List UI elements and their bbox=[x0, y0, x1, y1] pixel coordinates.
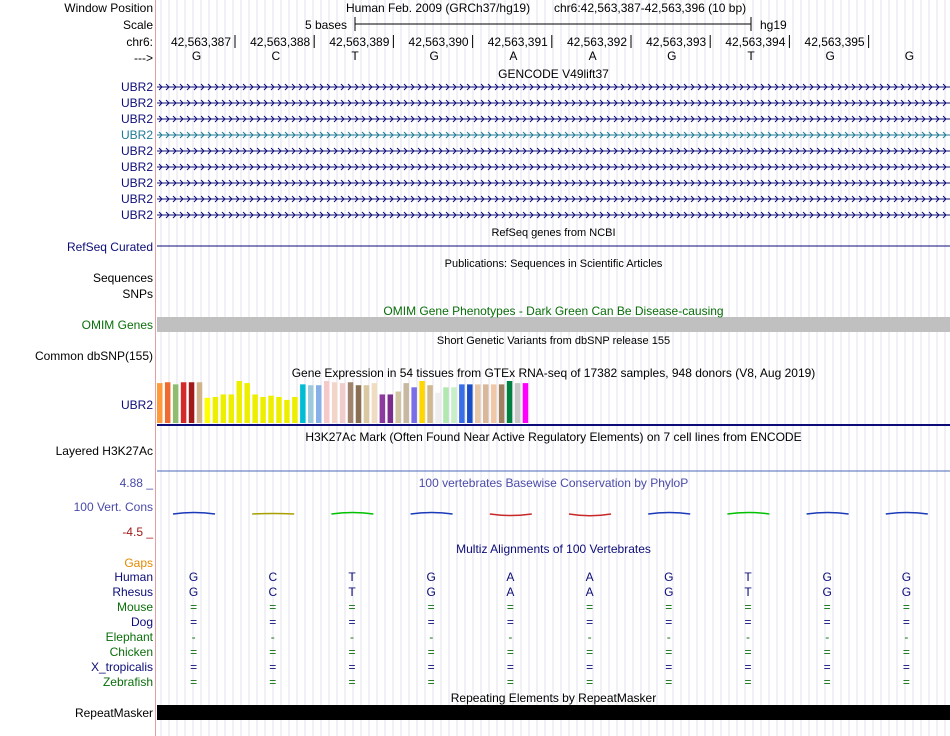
scale-db: hg19 bbox=[760, 18, 787, 32]
alignment-cell: = bbox=[823, 645, 831, 659]
gencode-track-title: GENCODE V49lift37 bbox=[498, 67, 609, 81]
assembly-name: Human Feb. 2009 (GRCh37/hg19) bbox=[346, 1, 531, 15]
gencode-gene-label[interactable]: UBR2 bbox=[120, 208, 153, 222]
gencode-gene-label[interactable]: UBR2 bbox=[120, 160, 153, 174]
gtex-tissue-bar[interactable] bbox=[411, 387, 417, 423]
omim-track-title: OMIM Gene Phenotypes - Dark Green Can Be Disease-causing bbox=[383, 304, 724, 318]
alignment-cell: G bbox=[426, 570, 436, 584]
gtex-tissue-bar[interactable] bbox=[268, 396, 274, 423]
alignment-cell: = bbox=[586, 600, 594, 614]
alignment-cell: T bbox=[744, 570, 752, 584]
scale-bases: 5 bases bbox=[305, 18, 348, 32]
alignment-cell: = bbox=[744, 615, 752, 629]
gtex-tissue-bar[interactable] bbox=[475, 384, 481, 423]
alignment-cell: T bbox=[348, 585, 356, 599]
phylop-score-mark bbox=[331, 513, 373, 515]
alignment-cell: = bbox=[902, 660, 910, 674]
gtex-tissue-bar[interactable] bbox=[324, 381, 330, 423]
base-letter: C bbox=[271, 49, 281, 63]
alignment-cell: = bbox=[348, 600, 356, 614]
refseq-track-title: RefSeq genes from NCBI bbox=[491, 227, 616, 239]
base-letter: T bbox=[351, 49, 359, 63]
repeatmasker-bar[interactable] bbox=[157, 705, 950, 720]
alignment-cell: = bbox=[586, 615, 594, 629]
alignment-cell: = bbox=[427, 615, 435, 629]
alignment-cell: A bbox=[585, 570, 594, 584]
alignment-cell: = bbox=[665, 615, 673, 629]
alignment-cell: = bbox=[744, 600, 752, 614]
alignment-cell: = bbox=[269, 675, 277, 689]
gtex-tissue-bar[interactable] bbox=[181, 382, 187, 423]
gtex-tissue-bar[interactable] bbox=[189, 382, 195, 423]
gtex-tissue-bar[interactable] bbox=[491, 384, 497, 423]
chrom-label: chr6: bbox=[126, 35, 153, 49]
alignment-cell: G bbox=[188, 570, 199, 584]
gtex-track-title: Gene Expression in 54 tissues from GTEx RNA-seq of 17382 samples, 948 donors (V8, Aug 2019) bbox=[291, 366, 816, 380]
gtex-tissue-bar[interactable] bbox=[459, 384, 465, 423]
alignment-cell: = bbox=[427, 645, 435, 659]
gtex-tissue-bar[interactable] bbox=[356, 385, 362, 423]
base-letter: G bbox=[667, 49, 677, 63]
phylop-label[interactable]: 100 Vert. Cons bbox=[73, 500, 153, 514]
gtex-tissue-bar[interactable] bbox=[244, 383, 250, 423]
gtex-tissue-bar[interactable] bbox=[348, 382, 354, 423]
gtex-tissue-bar[interactable] bbox=[483, 384, 489, 423]
repeatmasker-track-title: Repeating Elements by RepeatMasker bbox=[450, 691, 657, 705]
species-label[interactable]: Dog bbox=[130, 615, 153, 629]
alignment-cell: = bbox=[902, 675, 910, 689]
gaps-label: Gaps bbox=[124, 556, 153, 570]
alignment-cell: = bbox=[269, 645, 277, 659]
gencode-gene-label[interactable]: UBR2 bbox=[120, 144, 153, 158]
alignment-cell: = bbox=[506, 615, 514, 629]
gtex-tissue-bar[interactable] bbox=[435, 393, 441, 423]
gtex-tissue-bar[interactable] bbox=[197, 382, 203, 423]
species-label[interactable]: X_tropicalis bbox=[90, 660, 153, 674]
gtex-tissue-bar[interactable] bbox=[388, 394, 394, 423]
alignment-cell: G bbox=[822, 570, 832, 584]
alignment-cell: = bbox=[348, 660, 356, 674]
alignment-cell: = bbox=[665, 645, 673, 659]
dbsnp-label[interactable]: Common dbSNP(155) bbox=[34, 349, 153, 363]
gtex-tissue-bar[interactable] bbox=[173, 384, 179, 423]
alignment-cell: = bbox=[348, 675, 356, 689]
refseq-label[interactable]: RefSeq Curated bbox=[66, 240, 153, 254]
position-readout[interactable]: chr6:42,563,387-42,563,396 (10 bp) bbox=[554, 1, 747, 15]
gtex-tissue-bar[interactable] bbox=[419, 381, 425, 423]
h3k27ac-track-title: H3K27Ac Mark (Often Found Near Active Regulatory Elements) on 7 cell lines from ENCODE bbox=[305, 430, 802, 444]
gtex-tissue-bar[interactable] bbox=[499, 384, 505, 423]
h3k27ac-label[interactable]: Layered H3K27Ac bbox=[55, 444, 153, 458]
gtex-tissue-bar[interactable] bbox=[427, 385, 433, 423]
coordinate-label: 42,563,391 bbox=[487, 35, 548, 49]
phylop-score-mark bbox=[252, 514, 294, 515]
phylop-score-mark bbox=[727, 513, 769, 515]
species-label[interactable]: Rhesus bbox=[112, 585, 153, 599]
gtex-tissue-bar[interactable] bbox=[403, 383, 409, 423]
phylop-score-mark bbox=[807, 513, 849, 515]
coordinate-label: 42,563,393 bbox=[646, 35, 707, 49]
alignment-cell: G bbox=[901, 585, 912, 599]
snps-label[interactable]: SNPs bbox=[122, 287, 153, 301]
alignment-cell: G bbox=[664, 570, 674, 584]
alignment-cell: = bbox=[506, 645, 514, 659]
base-letter: G bbox=[904, 49, 915, 63]
gtex-tissue-bar[interactable] bbox=[364, 385, 370, 423]
alignment-cell: = bbox=[190, 615, 198, 629]
gtex-tissue-bar[interactable] bbox=[443, 387, 449, 423]
gtex-tissue-bar[interactable] bbox=[284, 400, 290, 423]
alignment-cell: = bbox=[506, 600, 514, 614]
alignment-cell: = bbox=[269, 615, 277, 629]
gtex-tissue-bar[interactable] bbox=[237, 381, 243, 423]
alignment-cell: = bbox=[586, 675, 594, 689]
gtex-tissue-bar[interactable] bbox=[157, 383, 163, 423]
alignment-cell: = bbox=[190, 600, 198, 614]
alignment-cell: - bbox=[587, 630, 592, 644]
gtex-tissue-bar[interactable] bbox=[260, 397, 266, 423]
alignment-cell: T bbox=[348, 570, 356, 584]
alignment-cell: = bbox=[427, 675, 435, 689]
gtex-tissue-bar[interactable] bbox=[451, 387, 457, 423]
alignment-cell: = bbox=[348, 645, 356, 659]
phylop-score-mark bbox=[490, 514, 532, 516]
alignment-cell: = bbox=[665, 600, 673, 614]
multiz-track-title: Multiz Alignments of 100 Vertebrates bbox=[456, 542, 651, 556]
gtex-tissue-bar[interactable] bbox=[515, 383, 521, 423]
base-letter: G bbox=[825, 49, 835, 63]
base-letter: G bbox=[429, 49, 439, 63]
gtex-tissue-bar[interactable] bbox=[380, 394, 386, 423]
base-letter: A bbox=[509, 49, 518, 63]
gtex-tissue-bar[interactable] bbox=[292, 397, 298, 423]
sequences-label[interactable]: Sequences bbox=[92, 271, 153, 285]
gtex-tissue-bar[interactable] bbox=[221, 394, 227, 423]
gencode-gene-label[interactable]: UBR2 bbox=[120, 128, 153, 142]
alignment-cell: G bbox=[664, 585, 674, 599]
alignment-cell: = bbox=[586, 660, 594, 674]
alignment-cell: - bbox=[350, 630, 354, 644]
base-letter: T bbox=[747, 49, 755, 63]
gencode-gene-label[interactable]: UBR2 bbox=[120, 112, 153, 126]
alignment-cell: = bbox=[902, 600, 910, 614]
phylop-score-mark bbox=[411, 513, 453, 515]
alignment-cell: = bbox=[823, 660, 831, 674]
window-position-label: Window Position bbox=[64, 1, 153, 15]
alignment-cell: - bbox=[904, 630, 909, 644]
alignment-cell: = bbox=[823, 600, 831, 614]
alignment-cell: - bbox=[666, 630, 671, 644]
alignment-cell: - bbox=[746, 630, 750, 644]
species-label[interactable]: Chicken bbox=[109, 645, 153, 659]
phylop-score-mark bbox=[886, 513, 928, 515]
gtex-tissue-bar[interactable] bbox=[252, 394, 258, 423]
coordinate-label: 42,563,390 bbox=[408, 35, 469, 49]
gtex-tissue-bar[interactable] bbox=[213, 397, 219, 423]
alignment-cell: = bbox=[190, 645, 198, 659]
alignment-cell: = bbox=[506, 660, 514, 674]
omim-label[interactable]: OMIM Genes bbox=[81, 318, 153, 332]
alignment-cell: = bbox=[744, 645, 752, 659]
label-divider bbox=[155, 0, 156, 736]
coordinate-label: 42,563,394 bbox=[725, 35, 786, 49]
phylop-score-mark bbox=[648, 513, 690, 515]
alignment-cell: = bbox=[823, 675, 831, 689]
gtex-tissue-bar[interactable] bbox=[316, 385, 322, 423]
alignment-cell: = bbox=[665, 675, 673, 689]
gtex-tissue-bar[interactable] bbox=[372, 383, 378, 423]
gtex-tissue-bar[interactable] bbox=[205, 398, 211, 423]
alignment-cell: = bbox=[506, 675, 514, 689]
alignment-cell: G bbox=[188, 585, 199, 599]
alignment-cell: = bbox=[190, 675, 198, 689]
species-label[interactable]: Zebrafish bbox=[102, 675, 153, 689]
alignment-cell: G bbox=[426, 585, 436, 599]
alignment-cell: G bbox=[822, 585, 832, 599]
gtex-tissue-bar[interactable] bbox=[300, 384, 306, 423]
gtex-tissue-bar[interactable] bbox=[507, 381, 513, 423]
gtex-tissue-bar[interactable] bbox=[332, 382, 338, 423]
alignment-cell: = bbox=[665, 660, 673, 674]
phylop-track-title: 100 vertebrates Basewise Conservation by PhyloP bbox=[418, 476, 689, 490]
alignment-cell: = bbox=[348, 615, 356, 629]
alignment-cell: C bbox=[268, 570, 278, 584]
species-label[interactable]: Human bbox=[114, 570, 153, 584]
repeatmasker-label[interactable]: RepeatMasker bbox=[74, 706, 153, 720]
alignment-cell: T bbox=[744, 585, 752, 599]
gtex-tissue-bar[interactable] bbox=[276, 397, 282, 423]
species-label[interactable]: Elephant bbox=[105, 630, 153, 644]
phylop-score-mark bbox=[173, 513, 215, 515]
gencode-gene-label[interactable]: UBR2 bbox=[120, 176, 153, 190]
alignment-cell: A bbox=[506, 570, 515, 584]
alignment-cell: = bbox=[269, 600, 277, 614]
phylop-max-label: 4.88 _ bbox=[119, 476, 153, 490]
alignment-cell: = bbox=[427, 660, 435, 674]
coordinate-label: 42,563,387 bbox=[170, 35, 231, 49]
alignment-cell: = bbox=[269, 660, 277, 674]
base-letter: G bbox=[191, 49, 202, 63]
alignment-cell: = bbox=[823, 615, 831, 629]
alignment-cell: = bbox=[190, 660, 198, 674]
omim-feature-bar[interactable] bbox=[157, 317, 950, 332]
alignment-cell: - bbox=[191, 630, 196, 644]
alignment-cell: - bbox=[429, 630, 434, 644]
coordinate-label: 42,563,395 bbox=[804, 35, 865, 49]
dbsnp-track-title: Short Genetic Variants from dbSNP release 155 bbox=[436, 335, 671, 347]
alignment-cell: = bbox=[586, 645, 594, 659]
alignment-cell: = bbox=[427, 600, 435, 614]
gtex-tissue-bar[interactable] bbox=[523, 383, 529, 423]
base-letter: A bbox=[588, 49, 597, 63]
alignment-cell: A bbox=[506, 585, 515, 599]
coordinate-label: 42,563,389 bbox=[329, 35, 390, 49]
scale-label: Scale bbox=[122, 18, 153, 32]
coordinate-label: 42,563,392 bbox=[566, 35, 627, 49]
alignment-cell: A bbox=[585, 585, 594, 599]
gencode-gene-label[interactable]: UBR2 bbox=[120, 80, 153, 94]
gtex-tissue-bar[interactable] bbox=[308, 385, 314, 423]
phylop-min-label: -4.5 _ bbox=[122, 525, 153, 539]
strand-label: ---> bbox=[134, 51, 153, 65]
alignment-cell: = bbox=[744, 660, 752, 674]
coordinate-label: 42,563,388 bbox=[250, 35, 311, 49]
alignment-cell: = bbox=[902, 645, 910, 659]
alignment-cell: - bbox=[825, 630, 830, 644]
gencode-gene-label[interactable]: UBR2 bbox=[120, 192, 153, 206]
alignment-cell: - bbox=[508, 630, 513, 644]
species-label[interactable]: Mouse bbox=[116, 600, 153, 614]
gtex-gene-label[interactable]: UBR2 bbox=[120, 398, 153, 412]
publications-track-title: Publications: Sequences in Scientific Articles bbox=[444, 258, 663, 270]
gtex-tissue-bar[interactable] bbox=[165, 382, 171, 423]
alignment-cell: C bbox=[268, 585, 278, 599]
alignment-cell: = bbox=[744, 675, 752, 689]
gtex-tissue-bar[interactable] bbox=[229, 394, 235, 423]
gtex-tissue-bar[interactable] bbox=[396, 392, 402, 424]
gtex-tissue-bar[interactable] bbox=[467, 384, 473, 423]
gencode-gene-label[interactable]: UBR2 bbox=[120, 96, 153, 110]
alignment-cell: = bbox=[902, 615, 910, 629]
gtex-tissue-bar[interactable] bbox=[340, 383, 346, 423]
alignment-cell: G bbox=[901, 570, 912, 584]
alignment-cell: - bbox=[270, 630, 275, 644]
phylop-score-mark bbox=[569, 514, 611, 516]
